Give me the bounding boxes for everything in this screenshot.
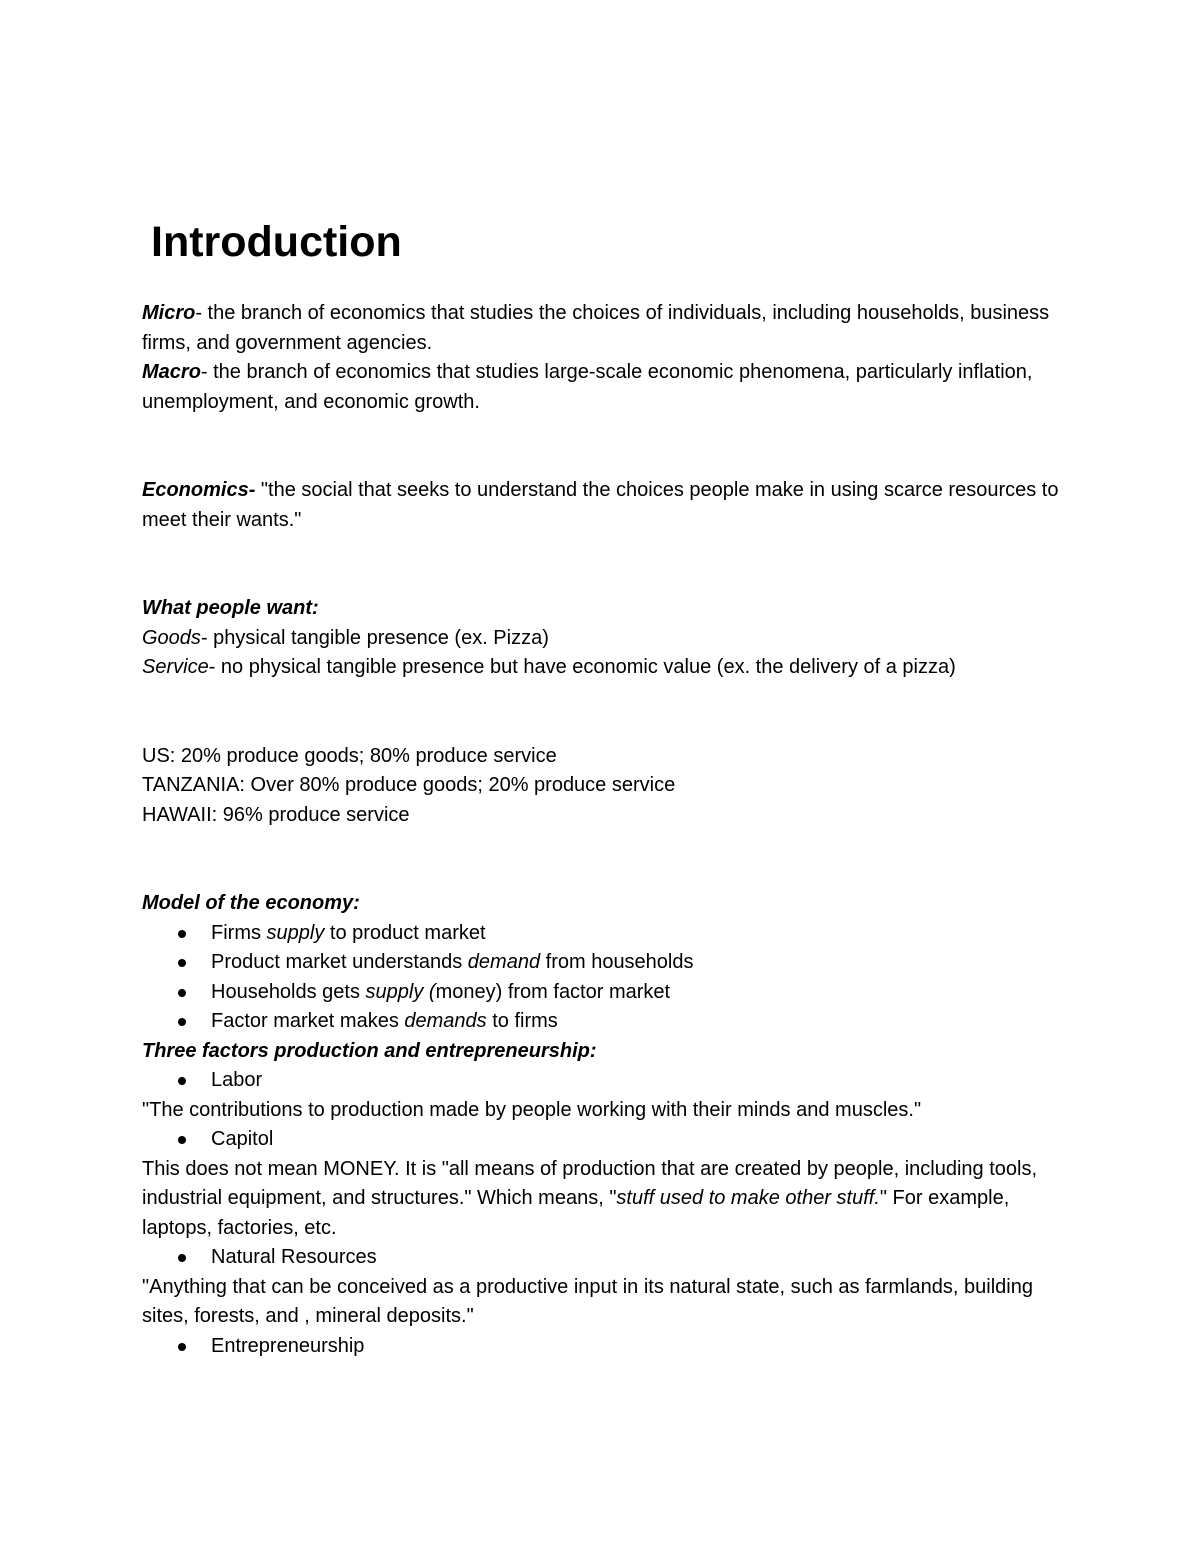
list-item-emphasis: demand <box>467 951 541 973</box>
document-body <box>142 299 1072 1361</box>
list-item-text: to firms <box>486 1010 558 1032</box>
goods-line <box>142 624 1072 654</box>
economics-definition <box>142 476 1072 535</box>
bullet-icon <box>178 959 186 967</box>
economics-text: "the social that seeks to understand the choices people make in using scarce resources to meet their wants." <box>142 479 1059 531</box>
goods-text: - physical tangible presence (ex. Pizza) <box>200 626 549 649</box>
capital-list <box>142 1125 1072 1155</box>
capital-text: " For example, laptops, factories, etc. <box>142 1187 1010 1239</box>
macro-term: Macro <box>142 361 201 383</box>
list-item <box>142 948 1072 978</box>
bullet-icon <box>178 989 186 997</box>
list-item-text: Firms <box>211 921 267 944</box>
list-item <box>142 1332 1072 1362</box>
list-item-emphasis: supply <box>266 921 325 944</box>
labor-label: Labor <box>211 1069 263 1091</box>
micro-definition <box>142 299 1072 358</box>
model-heading: Model of the economy: <box>142 892 360 914</box>
bullet-icon <box>178 930 186 938</box>
list-item-text: Factor market makes <box>211 1010 405 1032</box>
list-item <box>142 1243 1072 1273</box>
micro-term: Micro <box>142 302 196 324</box>
list-item-text: money) from factor market <box>435 980 671 1003</box>
spacer <box>142 683 1072 742</box>
bullet-icon <box>178 1136 186 1144</box>
goods-term: Goods <box>142 626 201 649</box>
list-item-emphasis: supply ( <box>365 980 436 1003</box>
natural-resources-description: "Anything that can be conceived as a productive input in its natural state, such as farmlands, building sites, forests, and , mineral deposits." <box>142 1275 1033 1327</box>
wants-heading: What people want: <box>142 597 319 619</box>
list-item-text: Households gets <box>211 980 366 1003</box>
capital-emphasis: stuff used to make other stuff. <box>616 1187 880 1209</box>
service-line <box>142 653 1072 683</box>
list-item <box>142 1125 1072 1155</box>
bullet-icon <box>178 1254 186 1262</box>
list-item-text: from households <box>540 951 694 973</box>
stat-us: US: 20% produce goods; 80% produce service <box>142 744 557 767</box>
labor-list <box>142 1066 1072 1096</box>
micro-text: - the branch of economics that studies the choices of individuals, including households, business firms, and government agencies. <box>142 302 1050 354</box>
natural-resources-label: Natural Resources <box>211 1246 377 1268</box>
model-list <box>142 919 1072 1037</box>
list-item-text: Product market understands <box>211 951 468 973</box>
capital-label: Capitol <box>211 1128 274 1150</box>
service-term: Service <box>142 656 209 678</box>
macro-definition <box>142 358 1072 417</box>
list-item <box>142 1066 1072 1096</box>
capital-text: This does not mean MONEY. It is "all means of production that are created by people, including tools, industrial equipment, and structures." Which means, " <box>142 1157 1037 1209</box>
bullet-icon <box>178 1077 186 1085</box>
spacer <box>142 417 1072 476</box>
macro-text: - the branch of economics that studies large-scale economic phenomena, particularly inflation, unemployment, and economic growth. <box>142 361 1033 413</box>
stat-hawaii: HAWAII: 96% produce service <box>142 803 410 826</box>
list-item-text: to product market <box>324 921 486 944</box>
spacer <box>142 830 1072 889</box>
capital-description <box>142 1155 1072 1244</box>
page-title: Introduction <box>151 218 402 266</box>
labor-description: "The contributions to production made by people working with their minds and muscles." <box>142 1098 922 1121</box>
list-item <box>142 919 1072 949</box>
list-item-emphasis: demands <box>404 1010 487 1032</box>
entrepreneurship-label: Entrepreneurship <box>211 1334 365 1357</box>
bullet-icon <box>178 1343 186 1351</box>
economics-term: Economics- <box>142 479 256 501</box>
bullet-icon <box>178 1018 186 1026</box>
list-item <box>142 1007 1072 1037</box>
list-item <box>142 978 1072 1008</box>
entrepreneurship-list <box>142 1332 1072 1362</box>
natural-list <box>142 1243 1072 1273</box>
stat-tanzania: TANZANIA: Over 80% produce goods; 20% produce service <box>142 774 676 796</box>
spacer <box>142 535 1072 594</box>
service-text: - no physical tangible presence but have economic value (ex. the delivery of a pizza) <box>208 656 956 678</box>
factors-heading: Three factors production and entrepreneurship: <box>142 1039 597 1062</box>
